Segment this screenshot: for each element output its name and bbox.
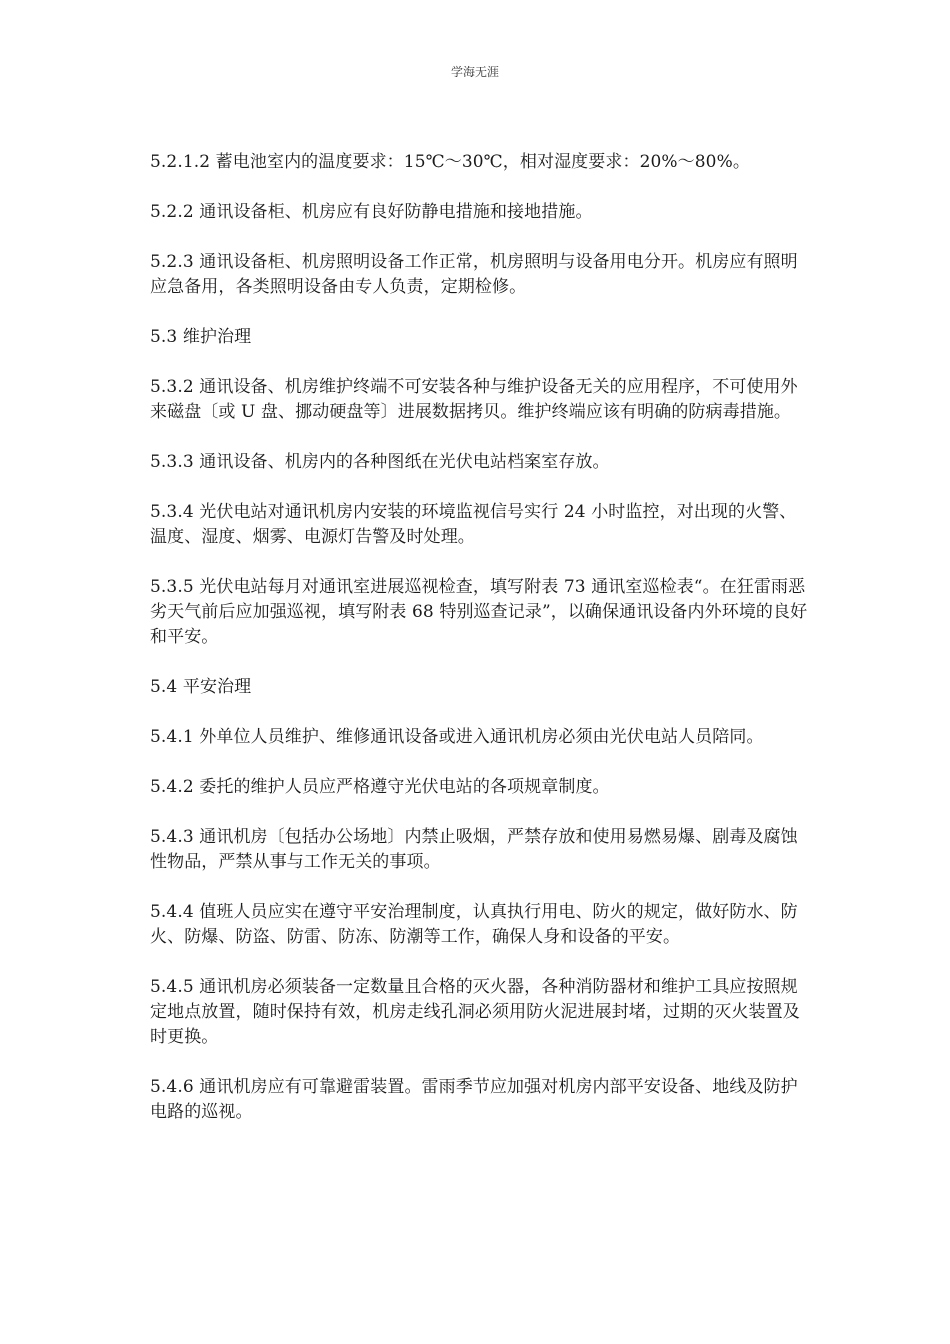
- paragraph-5-4-6: 5.4.6 通讯机房应有可靠避雷装置。雷雨季节应加强对机房内部平安设备、地线及防护电路的巡视。: [150, 1077, 798, 1122]
- paragraph-5-2-1-2: 5.2.1.2 蓄电池室内的温度要求：15℃～30℃，相对湿度要求：20%～80%。: [150, 152, 750, 172]
- paragraph-5-4-2: 5.4.2 委托的维护人员应严格遵守光伏电站的各项规章制度。: [150, 777, 610, 797]
- paragraph-5-3-4: 5.3.4 光伏电站对通讯机房内安装的环境监视信号实行 24 小时监控，对出现的火警、温度、湿度、烟雾、电源灯告警及时处理。: [150, 502, 797, 547]
- paragraph-5-3-5: 5.3.5 光伏电站每月对通讯室进展巡视检查，填写附表 73 通讯室巡检表“。在狂雷雨恶劣天气前后应加强巡视，填写附表 68 特别巡查记录”，以确保通讯设备内外环境的良好和平安。: [150, 577, 808, 647]
- paragraph-5-4-1: 5.4.1 外单位人员维护、维修通讯设备或进入通讯机房必须由光伏电站人员陪同。: [150, 727, 764, 747]
- paragraph-5-4-4: 5.4.4 值班人员应实在遵守平安治理制度，认真执行用电、防火的规定，做好防水、防火、防爆、防盗、防雷、防冻、防潮等工作，确保人身和设备的平安。: [150, 902, 798, 947]
- page-header: 学海无涯: [450, 65, 499, 79]
- paragraph-5-4-5: 5.4.5 通讯机房必须装备一定数量且合格的灭火器，各种消防器材和维护工具应按照规定地点放置，随时保持有效，机房走线孔洞必须用防火泥进展封堵，过期的灭火装置及时更换。: [150, 977, 800, 1047]
- paragraph-5-3-2: 5.3.2 通讯设备、机房维护终端不可安装各种与维护设备无关的应用程序，不可使用外来磁盘〔或 U 盘、挪动硬盘等〕进展数据拷贝。维护终端应该有明确的防病毒措施。: [150, 377, 798, 422]
- section-heading-5-4: 5.4 平安治理: [150, 677, 252, 697]
- section-heading-5-3: 5.3 维护治理: [150, 327, 252, 347]
- paragraph-5-3-3: 5.3.3 通讯设备、机房内的各种图纸在光伏电站档案室存放。: [150, 452, 610, 472]
- paragraph-5-2-2: 5.2.2 通讯设备柜、机房应有良好防静电措施和接地措施。: [150, 202, 593, 222]
- paragraph-5-2-3: 5.2.3 通讯设备柜、机房照明设备工作正常，机房照明与设备用电分开。机房应有照明应急备用，各类照明设备由专人负责，定期检修。: [150, 252, 798, 297]
- paragraph-5-4-3: 5.4.3 通讯机房〔包括办公场地〕内禁止吸烟，严禁存放和使用易燃易爆、剧毒及腐蚀性物品，严禁从事与工作无关的事项。: [150, 827, 798, 872]
- document-body: [150, 150, 810, 1150]
